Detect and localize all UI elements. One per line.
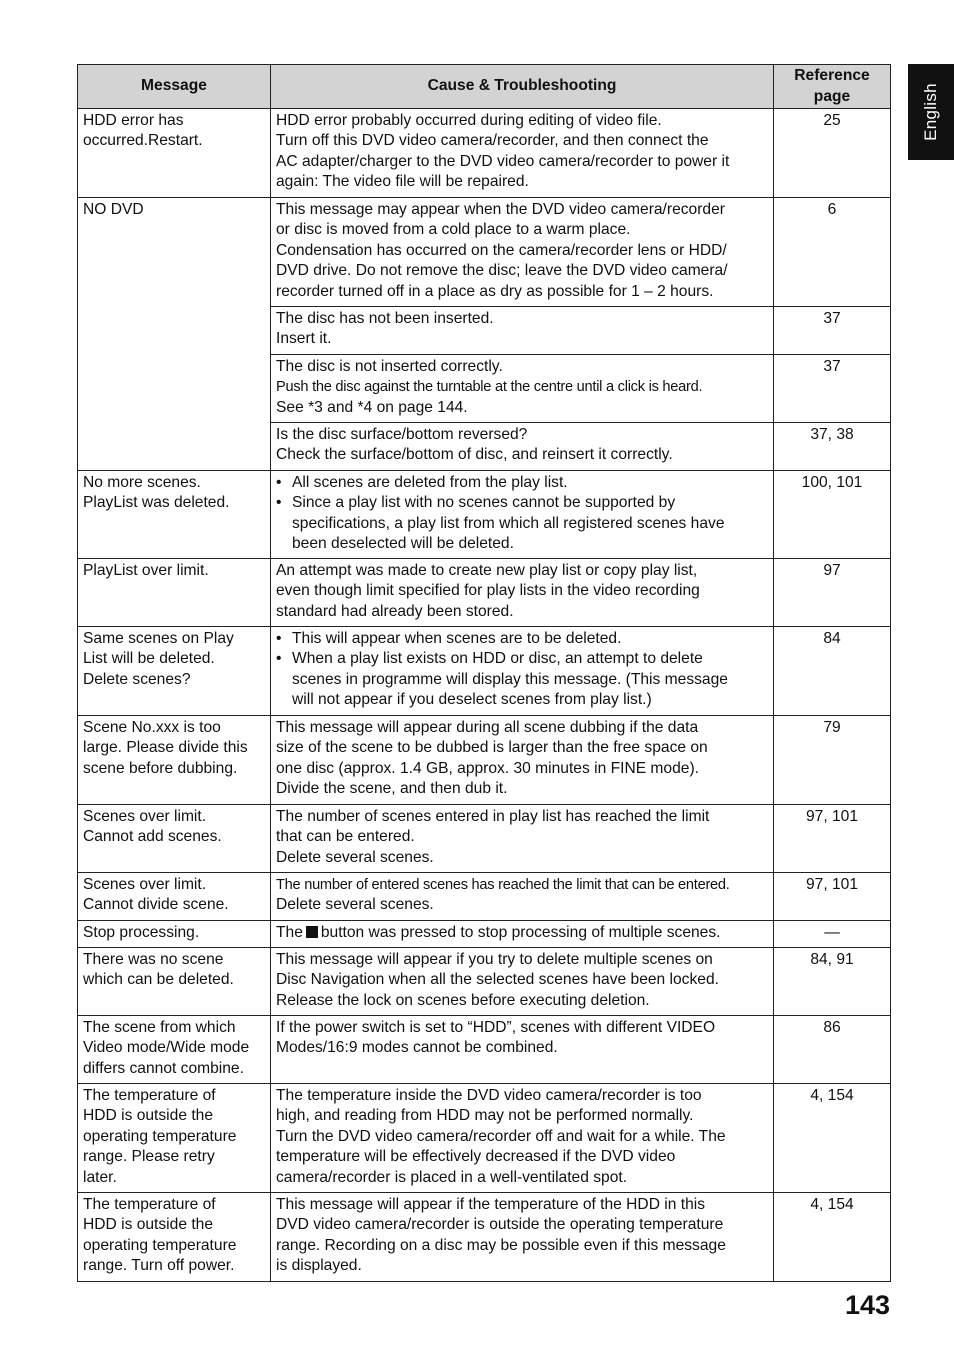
reference-cell: 84, 91 (774, 948, 891, 1016)
cause-bullet-item (276, 473, 768, 493)
message-line: Scene No.xxx is too (83, 719, 221, 736)
cause-cell (271, 423, 774, 471)
bullet-icon: • (276, 650, 282, 668)
message-line: PlayList over limit. (83, 562, 209, 579)
cause-line: AC adapter/charger to the DVD video camera/recorder to power it (276, 152, 730, 170)
cause-line: range. Recording on a disc may be possible even if this message (276, 1236, 726, 1254)
message-line: The scene from which (83, 1019, 236, 1036)
message-line: HDD is outside the (83, 1216, 214, 1234)
cause-line: camera/recorder is placed in a well-ventilated spot. (276, 1168, 628, 1186)
cause-cell (271, 716, 774, 805)
cause-line: Release the lock on scenes before executing deletion. (276, 991, 650, 1009)
table-row (78, 1016, 891, 1084)
cause-line: high, and reading from HDD may not be performed normally. (276, 1107, 694, 1125)
message-line: PlayList was deleted. (83, 494, 230, 512)
message-line: The temperature of (83, 1196, 216, 1213)
reference-cell: 86 (774, 1016, 891, 1084)
table-row (78, 948, 891, 1016)
cause-line: This message will appear if you try to delete multiple scenes on (276, 951, 713, 968)
message-line: which can be deleted. (83, 971, 234, 989)
cause-line: standard had already been stored. (276, 602, 514, 620)
cause-line: The disc has not been inserted. (276, 310, 494, 327)
reference-cell: 37, 38 (774, 423, 891, 471)
cause-line: The disc is not inserted correctly. (276, 358, 503, 375)
message-line: The temperature of (83, 1087, 216, 1104)
reference-cell: 4, 154 (774, 1193, 891, 1282)
language-tab (908, 64, 954, 160)
message-line: range. Please retry (83, 1148, 215, 1166)
header-cause: Cause & Troubleshooting (271, 65, 774, 109)
cause-line: Divide the scene, and then dub it. (276, 780, 508, 798)
message-cell (78, 1016, 271, 1084)
cause-cell (271, 948, 774, 1016)
message-line: scene before dubbing. (83, 759, 238, 777)
cause-cell (271, 307, 774, 355)
reference-cell: 4, 154 (774, 1084, 891, 1193)
cause-line: This will appear when scenes are to be deleted. (292, 630, 622, 647)
cause-line: This message will appear if the temperature of the HDD in this (276, 1196, 706, 1213)
cause-bullet-item (276, 629, 768, 649)
cause-line: The temperature inside the DVD video camera/recorder is too (276, 1087, 702, 1104)
message-line: Cannot add scenes. (83, 828, 222, 846)
cause-line: All scenes are deleted from the play list. (292, 474, 568, 491)
cause-text-after: button was pressed to stop processing of multiple scenes. (320, 924, 721, 941)
cause-line: size of the scene to be dubbed is larger than the free space on (276, 739, 708, 757)
message-line: Delete scenes? (83, 670, 191, 688)
cause-bullet-list (276, 629, 768, 711)
reference-cell: 97, 101 (774, 873, 891, 921)
cause-cell (271, 355, 774, 423)
message-line: NO DVD (83, 201, 144, 218)
message-cell (78, 805, 271, 873)
cause-cell (271, 805, 774, 873)
cause-line: Modes/16:9 modes cannot be combined. (276, 1039, 558, 1057)
cause-bullet-item (276, 649, 768, 710)
stop-button-icon (306, 926, 318, 938)
cause-line: been deselected will be deleted. (292, 535, 514, 553)
cause-line: HDD error probably occurred during editing of video file. (276, 112, 662, 129)
message-cell (78, 1084, 271, 1193)
table-row (78, 716, 891, 805)
reference-cell: 97 (774, 559, 891, 627)
cause-bullet-list (276, 473, 768, 555)
reference-cell: 37 (774, 307, 891, 355)
table-row (78, 921, 891, 948)
message-line: occurred.Restart. (83, 132, 203, 150)
message-line: Same scenes on Play (83, 630, 234, 647)
table-body (78, 109, 891, 1282)
table-row (78, 559, 891, 627)
message-line: operating temperature (83, 1127, 237, 1145)
reference-cell: 25 (774, 109, 891, 198)
message-cell (78, 948, 271, 1016)
table-row (78, 805, 891, 873)
cause-line: Check the surface/bottom of disc, and reinsert it correctly. (276, 446, 673, 464)
cause-line: Turn off this DVD video camera/recorder, and then connect the (276, 132, 709, 150)
cause-cell (271, 109, 774, 198)
reference-cell: 37 (774, 355, 891, 423)
message-line: No more scenes. (83, 474, 201, 491)
cause-cell (271, 1084, 774, 1193)
table-row (78, 198, 891, 307)
cause-line: even though limit specified for play lists in the video recording (276, 582, 700, 600)
table-row (78, 1193, 891, 1282)
message-line: Cannot divide scene. (83, 896, 229, 914)
cause-line: DVD video camera/recorder is outside the operating temperature (276, 1216, 724, 1234)
message-line: There was no scene (83, 951, 224, 968)
bullet-icon: • (276, 630, 282, 647)
message-cell (78, 1193, 271, 1282)
cause-line: is displayed. (276, 1257, 362, 1275)
reference-cell: 6 (774, 198, 891, 307)
message-line: HDD is outside the (83, 1107, 214, 1125)
cause-line: that can be entered. (276, 828, 415, 846)
message-cell (78, 921, 271, 948)
cause-text-before: The (276, 924, 303, 941)
header-message: Message (78, 65, 271, 109)
cause-line: Insert it. (276, 330, 332, 348)
message-cell (78, 716, 271, 805)
message-cell (78, 627, 271, 716)
reference-cell: 84 (774, 627, 891, 716)
cause-line: temperature will be effectively decreased if the DVD video (276, 1148, 676, 1166)
reference-cell: — (774, 921, 891, 948)
message-cell (78, 471, 271, 559)
message-line: HDD error has (83, 112, 184, 129)
cause-cell (271, 873, 774, 921)
table-row (78, 873, 891, 921)
error-message-table (77, 64, 891, 1282)
cause-line: again: The video file will be repaired. (276, 173, 529, 191)
message-line: large. Please divide this (83, 739, 248, 757)
cause-cell (271, 921, 774, 948)
header-reference (774, 65, 891, 109)
cause-line: scenes in programme will display this message. (This message (292, 670, 728, 688)
message-line: differs cannot combine. (83, 1059, 244, 1077)
message-line: operating temperature (83, 1236, 237, 1254)
cause-line: This message will appear during all scene dubbing if the data (276, 719, 699, 736)
cause-line (276, 923, 768, 943)
message-cell (78, 559, 271, 627)
cause-line: This message may appear when the DVD video camera/recorder (276, 201, 725, 218)
cause-line: Push the disc against the turntable at the centre until a click is heard. (276, 379, 703, 396)
table-header-row (78, 65, 891, 109)
cause-line: or disc is moved from a cold place to a warm place. (276, 221, 631, 239)
cause-line: will not appear if you deselect scenes from play list.) (292, 691, 652, 709)
table-row (78, 627, 891, 716)
language-tab-label: English (921, 83, 941, 141)
cause-line: An attempt was made to create new play list or copy play list, (276, 562, 698, 579)
table-row (78, 1084, 891, 1193)
cause-line: specifications, a play list from which all registered scenes have (292, 514, 725, 532)
cause-line: one disc (approx. 1.4 GB, approx. 30 minutes in FINE mode). (276, 759, 699, 777)
message-line: Stop processing. (83, 924, 200, 941)
cause-bullet-item (276, 493, 768, 554)
message-cell (78, 873, 271, 921)
page-number: 143 (844, 1290, 890, 1320)
cause-line: Delete several scenes. (276, 896, 434, 914)
table-row (78, 471, 891, 559)
cause-cell (271, 471, 774, 559)
message-line: range. Turn off power. (83, 1257, 235, 1275)
reference-cell: 79 (774, 716, 891, 805)
message-line: Scenes over limit. (83, 808, 207, 825)
message-line: List will be deleted. (83, 650, 215, 668)
cause-cell (271, 627, 774, 716)
cause-line: The number of entered scenes has reached the limit that can be entered. (276, 877, 730, 893)
bullet-icon: • (276, 474, 282, 491)
cause-line: When a play list exists on HDD or disc, an attempt to delete (292, 650, 703, 668)
cause-line: DVD drive. Do not remove the disc; leave the DVD video camera/ (276, 262, 728, 280)
cause-cell (271, 198, 774, 307)
cause-line: Delete several scenes. (276, 848, 434, 866)
cause-line: Is the disc surface/bottom reversed? (276, 426, 528, 443)
cause-line: Since a play list with no scenes cannot be supported by (292, 494, 676, 512)
message-cell (78, 109, 271, 198)
message-line: later. (83, 1168, 117, 1186)
bullet-icon: • (276, 494, 282, 512)
header-reference-label: Reference page (794, 67, 870, 105)
message-line: Scenes over limit. (83, 876, 207, 893)
cause-cell (271, 1193, 774, 1282)
cause-line: If the power switch is set to “HDD”, scenes with different VIDEO (276, 1019, 716, 1036)
cause-line: Condensation has occurred on the camera/recorder lens or HDD/ (276, 241, 727, 259)
message-cell (78, 198, 271, 471)
cause-cell (271, 559, 774, 627)
cause-line: recorder turned off in a place as dry as possible for 1 – 2 hours. (276, 282, 714, 300)
cause-cell (271, 1016, 774, 1084)
cause-line: The number of scenes entered in play list has reached the limit (276, 808, 710, 825)
reference-cell: 97, 101 (774, 805, 891, 873)
cause-line: Disc Navigation when all the selected scenes have been locked. (276, 971, 719, 989)
table-row (78, 109, 891, 198)
cause-line: Turn the DVD video camera/recorder off and wait for a while. The (276, 1127, 726, 1145)
cause-line: See *3 and *4 on page 144. (276, 398, 468, 416)
message-line: Video mode/Wide mode (83, 1039, 250, 1057)
reference-cell: 100, 101 (774, 471, 891, 559)
